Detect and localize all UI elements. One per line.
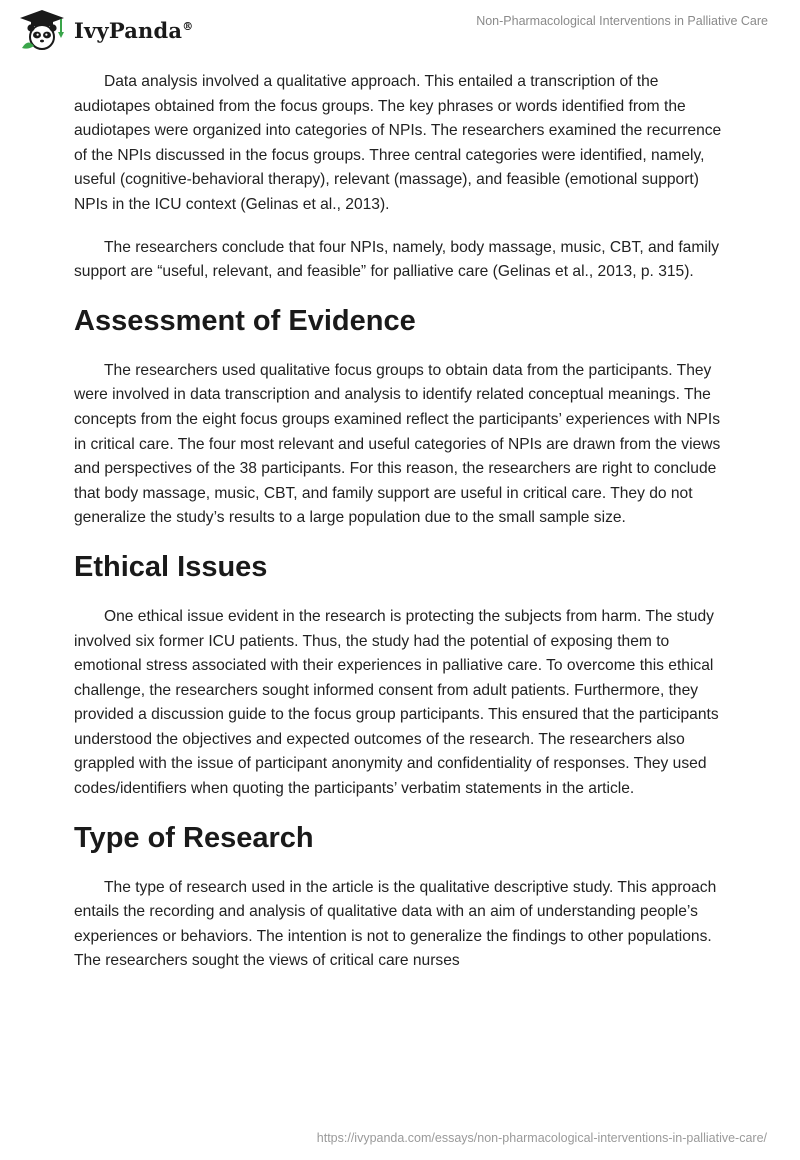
paragraph: The type of research used in the article is the qualitative descriptive study. This approach entails the recording and analysis of qualitative data with an aim of understanding people’s experiences or behaviors. The intention is not to generalize the findings to other populations. The researchers sought the views of critical care nurses: [74, 878, 717, 970]
panda-graduate-icon: [14, 8, 70, 52]
document-title: Non-Pharmacological Interventions in Palliative Care: [476, 14, 768, 28]
section-heading: Ethical Issues: [74, 550, 268, 583]
page-header: [0, 0, 800, 62]
paragraph: The researchers used qualitative focus groups to obtain data from the participants. They were involved in data transcription and analysis to identify related conceptual meanings. The concepts from the eight focus groups examined reflect the participants’ experiences with NPIs in critical care. The four most relevant and useful categories of NPIs are drawn from the views and perspectives of the 38 participants. For this reason, the researchers are right to conclude that body massage, music, CBT, and family support are useful in critical care. They do not generalize the study’s results to a large population due to the small sample size.: [74, 361, 721, 527]
article-body: [74, 70, 734, 992]
section-heading: Assessment of Evidence: [74, 304, 416, 337]
section-heading: Type of Research: [74, 821, 314, 854]
brand-logo[interactable]: [14, 8, 193, 52]
brand-name: IvyPanda®: [74, 17, 194, 43]
source-url[interactable]: https://ivypanda.com/essays/non-pharmacological-interventions-in-palliative-care/: [316, 1131, 767, 1145]
paragraph: The researchers conclude that four NPIs, namely, body massage, music, CBT, and family support are “useful, relevant, and feasible” for palliative care (Gelinas et al., 2013, p. 315).: [74, 238, 720, 281]
paragraph: One ethical issue evident in the research is protecting the subjects from harm. The study involved six former ICU patients. Thus, the study had the potential of exposing them to emotional stress associated with their experiences in palliative care. To overcome this ethical challenge, the researchers sought informed consent from adult patients. Furthermore, they provided a discussion guide to the focus group participants. This ensured that the participants understood the objectives and expected outcomes of the research. The researchers also grappled with the issue of participant anonymity and confidentiality of responses. They used codes/identifiers when quoting the participants’ verbatim statements in the article.: [74, 607, 719, 798]
paragraph: Data analysis involved a qualitative approach. This entailed a transcription of the audiotapes obtained from the focus groups. The key phrases or words identified from the audiotapes were organized into categories of NPIs. The researchers examined the recurrence of the NPIs discussed in the focus groups. Three central categories were identified, namely, useful (cognitive-behavioral therapy), relevant (massage), and feasible (emotional support) NPIs in the ICU context (Gelinas et al., 2013).: [74, 73, 722, 213]
